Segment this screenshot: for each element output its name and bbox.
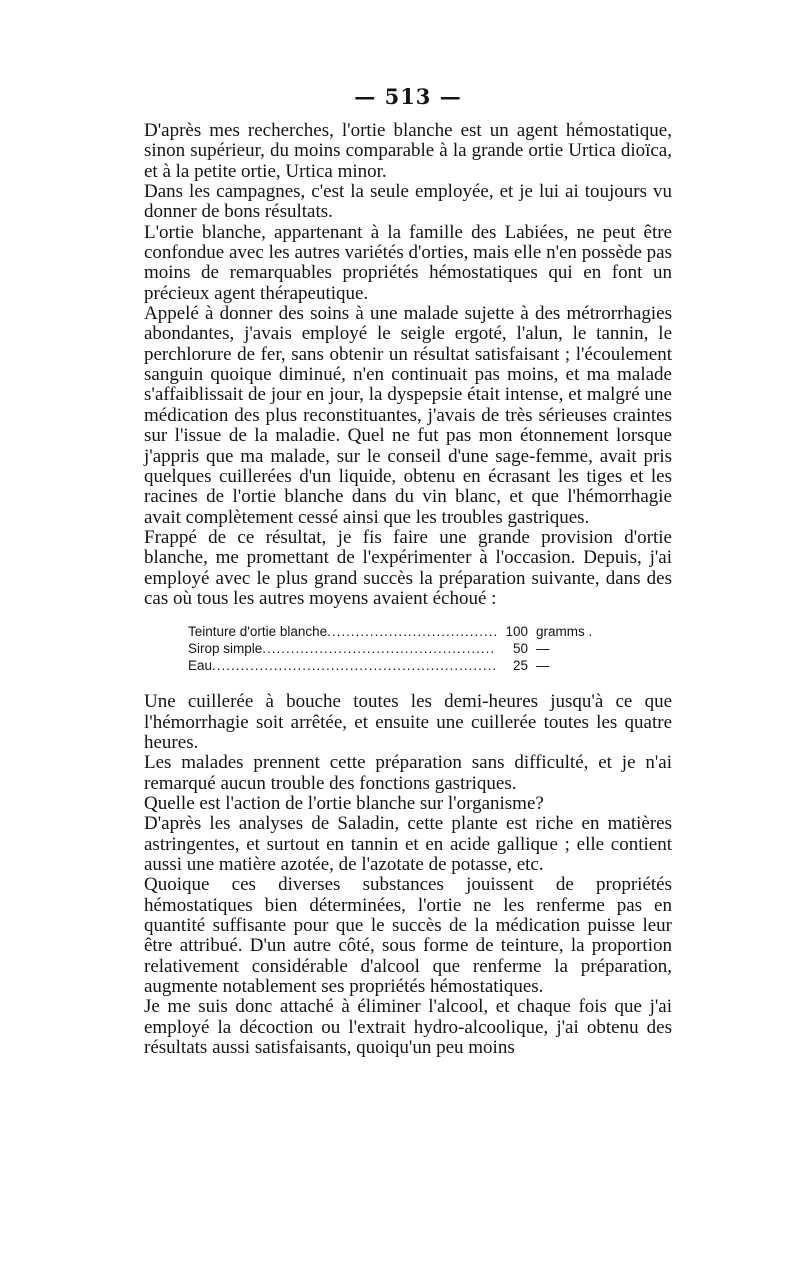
- paragraph: L'ortie blanche, appartenant à la famille des Labiées, ne peut être confondue avec les autres variétés d'orties, mais elle n'en possède pas moins de remarquables propriétés hémostatiques qui en font un précieux agent thérapeutique.: [144, 221, 672, 304]
- recipe-row: [188, 623, 628, 640]
- recipe-row: [188, 640, 628, 657]
- ingredient-quantity: 50: [512, 641, 528, 657]
- ingredient-quantity: 100: [505, 624, 528, 640]
- paragraph: Quoique ces diverses substances jouissent de propriétés hémostatiques bien déterminées, l'ortie ne les renferme pas en quantité suffisante pour que le succès de la médication puisse leur être attribué. D'un autre côté, sous forme de teinture, la proportion relativement considérable d'alcool que renferme la préparation, augmente notablement ses propriétés hémostatiques.: [144, 874, 672, 998]
- paragraph: Je me suis donc attaché à éliminer l'alcool, et chaque fois que j'ai employé la décoction ou l'extrait hydro-alcoolique, j'ai obtenu des résultats aussi satisfaisants, quoiqu'un peu moins: [144, 996, 672, 1059]
- recipe-row: [188, 657, 628, 674]
- recipe-table: [188, 623, 628, 674]
- paragraph: Les malades prennent cette préparation sans difficulté, et je n'ai remarqué aucun trouble des fonctions gastriques.: [144, 752, 672, 794]
- ingredient-unit: —: [536, 641, 550, 657]
- paragraph: Appelé à donner des soins à une malade sujette à des métrorrhagies abondantes, j'avais employé le seigle ergoté, l'alun, le tannin, le perchlorure de fer, sans obtenir un résultat satisfaisant ; l'écoulement sanguin quoique diminué, n'en continuait pas moins, et ma malade s'affaiblissait de jour en jour, la dyspepsie était intense, et malgré une médication des plus reconstituantes, j'avais de très sérieuses craintes sur l'issue de la maladie. Quel ne fut pas mon étonnement lorsque j'appris que ma malade, sur le conseil d'une sage-femme, avait pris quelques cuillerées d'un liquide, obtenu en écrasant les tiges et les racines de l'ortie blanche dans du vin blanc, et que l'hémorrhagie avait complètement cessé ainsi que les troubles gastriques.: [144, 303, 672, 528]
- leader-dots: [262, 640, 496, 657]
- leader-dots: [212, 657, 496, 674]
- ingredient-name: Eau: [188, 658, 213, 674]
- ingredient-unit: gramms .: [536, 624, 593, 640]
- paragraph: Quelle est l'action de l'ortie blanche sur l'organisme?: [144, 792, 544, 814]
- book-page: [144, 84, 672, 1058]
- paragraph: Frappé de ce résultat, je fis faire une grande provision d'ortie blanche, me promettant de l'expérimenter à l'occasion. Depuis, j'ai employé avec le plus grand succès la préparation suivante, dans des cas où tous les autres moyens avaient échoué :: [144, 526, 672, 609]
- paragraph: Dans les campagnes, c'est la seule employée, et je lui ai toujours vu donner de bons résultats.: [144, 181, 672, 223]
- leader-dots: [327, 623, 496, 640]
- ingredient-name: Teinture d'ortie blanche: [188, 624, 328, 640]
- paragraph: Une cuillerée à bouche toutes les demi-heures jusqu'à ce que l'hémorrhagie soit arrêtée, et ensuite une cuillerée toutes les quatre heures.: [144, 691, 672, 753]
- ingredient-name: Sirop simple: [188, 641, 263, 657]
- page-number: — 513 —: [354, 84, 462, 109]
- paragraph: D'après les analyses de Saladin, cette plante est riche en matières astringentes, et surtout en tannin et en acide gallique ; elle contient aussi une matière azotée, de l'azotate de potasse, etc.: [144, 813, 672, 875]
- paragraph: D'après mes recherches, l'ortie blanche est un agent hémostatique, sinon supérieur, du moins comparable à la grande ortie Urtica dioïca, et à la petite ortie, Urtica minor.: [144, 120, 672, 182]
- ingredient-unit: —: [536, 658, 550, 674]
- ingredient-quantity: 25: [512, 658, 528, 674]
